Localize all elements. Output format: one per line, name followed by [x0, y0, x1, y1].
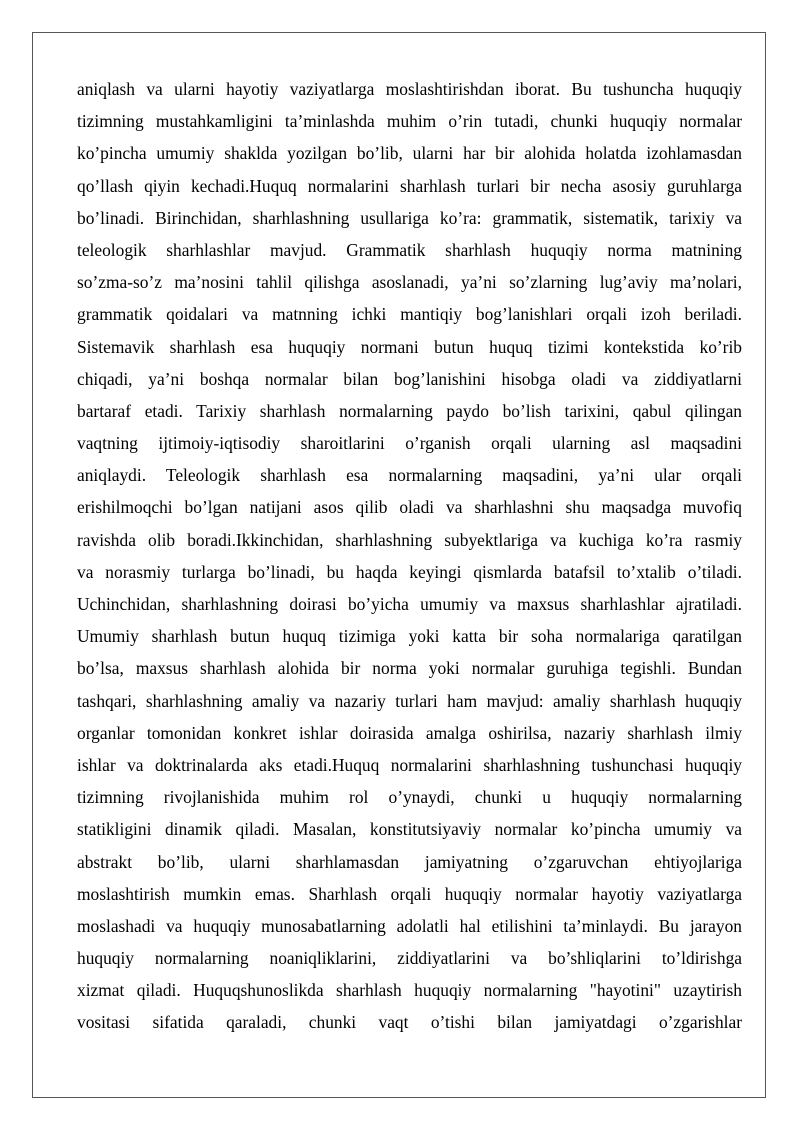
text-line: teleologik sharhlashlar mavjud. Grammatik sharhlash huquqiy norma matnining	[77, 239, 742, 260]
text-line: Uchinchidan, sharhlashning doirasi bo’yicha umumiy va maxsus sharhlashlar ajratiladi.	[77, 594, 742, 614]
text-line: va norasmiy turlarga bo’linadi, bu haqda keyingi qismlarda batafsil to’xtalib o’tiladi.	[77, 561, 742, 582]
text-line: vositasi sifatida qaraladi, chunki vaqt o’tishi bilan jamiyatdagi o’zgarishlar	[77, 1012, 742, 1033]
text-line: Umumiy sharhlash butun huquq tizimiga yoki katta bir soha normalariga qaratilgan	[77, 626, 742, 647]
text-line: huquqiy normalarning noaniqliklarini, ziddiyatlarini va bo’shliqlarini to’ldirishga	[77, 948, 742, 969]
text-line: ravishda olib boradi.Ikkinchidan, sharhlashning subyektlariga va kuchiga ko’ra rasmiy	[77, 529, 742, 550]
text-line: so’zma-so’z ma’nosini tahlil qilishga asoslanadi, ya’ni so’zlarning lug’aviy ma’nolari,	[77, 272, 742, 293]
text-line: xizmat qiladi. Huquqshunoslikda sharhlash huquqiy normalarning "hayotini" uzaytirish	[77, 980, 742, 1001]
text-line: grammatik qoidalari va matnning ichki mantiqiy bog’lanishlari orqali izoh beriladi.	[77, 304, 742, 325]
text-line: bartaraf etadi. Tarixiy sharhlash normalarning paydo bo’lish tarixini, qabul qilingan	[77, 400, 742, 421]
text-line: chiqadi, ya’ni boshqa normalar bilan bog’lanishini hisobga oladi va ziddiyatlarni	[77, 368, 742, 389]
text-line: ko’pincha umumiy shaklda yozilgan bo’lib, ularni har bir alohida holatda izohlamasdan	[77, 143, 742, 164]
text-line: erishilmoqchi bo’lgan natijani asos qilib oladi va sharhlashni shu maqsadga muvofiq	[77, 497, 742, 518]
text-line: aniqlaydi. Teleologik sharhlash esa normalarning maqsadini, ya’ni ular orqali	[77, 465, 742, 486]
text-line: Sistemavik sharhlash esa huquqiy normani butun huquq tizimi kontekstida ko’rib	[77, 336, 742, 357]
text-line: moslashtirish mumkin emas. Sharhlash orqali huquqiy normalar hayotiy vaziyatlarga	[77, 883, 742, 904]
text-line: moslashadi va huquqiy munosabatlarning adolatli hal etilishini ta’minlaydi. Bu jarayon	[77, 915, 742, 936]
text-line: tizimning rivojlanishida muhim rol o’ynaydi, chunki u huquqiy normalarning	[77, 787, 742, 808]
text-line: aniqlash va ularni hayotiy vaziyatlarga moslashtirishdan iborat. Bu tushuncha huquqiy	[77, 79, 742, 99]
text-line: bo’linadi. Birinchidan, sharhlashning usullariga ko’ra: grammatik, sistematik, tarixiy va	[77, 207, 742, 228]
text-line: abstrakt bo’lib, ularni sharhlamasdan jamiyatning o’zgaruvchan ehtiyojlariga	[77, 851, 742, 872]
text-line: ishlar va doktrinalarda aks etadi.Huquq normalarini sharhlashning tushunchasi huquqiy	[77, 754, 742, 775]
text-line: tizimning mustahkamligini ta’minlashda muhim o’rin tutadi, chunki huquqiy normalar	[77, 111, 742, 132]
text-line: statikligini dinamik qiladi. Masalan, konstitutsiyaviy normalar ko’pincha umumiy va	[77, 819, 742, 840]
text-line: bo’lsa, maxsus sharhlash alohida bir norma yoki normalar guruhiga tegishli. Bundan	[77, 658, 742, 679]
text-line: tashqari, sharhlashning amaliy va nazariy turlari ham mavjud: amaliy sharhlash huquqiy	[77, 690, 742, 711]
text-line: organlar tomonidan konkret ishlar doirasida amalga oshirilsa, nazariy sharhlash ilmiy	[77, 722, 742, 743]
text-line: qo’llash qiyin kechadi.Huquq normalarini sharhlash turlari bir necha asosiy guruhlarga	[77, 175, 742, 196]
text-line: vaqtning ijtimoiy-iqtisodiy sharoitlarini o’rganish orqali ularning asl maqsadini	[77, 433, 742, 454]
body-text	[77, 73, 742, 1039]
